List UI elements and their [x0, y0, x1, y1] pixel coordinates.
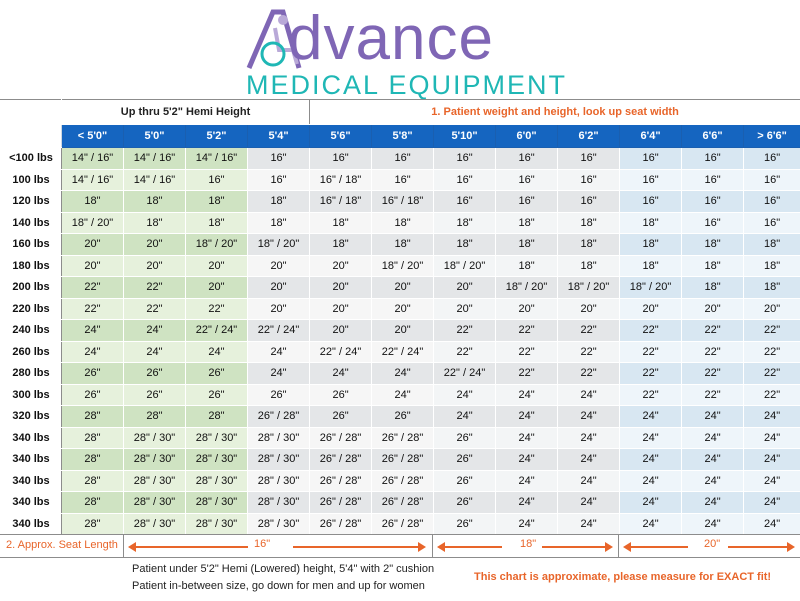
seat-width-cell: 20" [744, 298, 800, 320]
seat-width-cell: 22" / 24" [310, 341, 372, 363]
seat-width-cell: 24" [124, 320, 186, 342]
seat-width-cell: 18" / 20" [186, 234, 248, 256]
seat-width-cell: 26" [310, 406, 372, 428]
seat-width-cell: 18" [496, 255, 558, 277]
seat-width-cell: 28" [62, 427, 124, 449]
seat-width-cell: 28" [62, 470, 124, 492]
weight-row [1, 277, 800, 299]
weight-label: 340 lbs [1, 427, 62, 449]
weight-row [1, 234, 800, 256]
seat-width-cell: 26" / 28" [372, 427, 434, 449]
seat-width-cell: 18" [372, 212, 434, 234]
seat-width-cell: 16" [372, 148, 434, 170]
seat-width-cell: 18" / 20" [620, 277, 682, 299]
seat-width-cell: 18" [620, 212, 682, 234]
seat-divider [618, 535, 619, 557]
seat-width-cell: 18" [558, 255, 620, 277]
seat-width-cell: 24" [496, 513, 558, 535]
seat-width-cell: 26" [310, 384, 372, 406]
logo-subtitle: MEDICAL EQUIPMENT [246, 70, 568, 100]
weight-label: 340 lbs [1, 470, 62, 492]
seat-width-cell: 26" [434, 492, 496, 514]
seat-width-cell: 28" / 30" [248, 449, 310, 471]
seat-width-cell: 24" [744, 470, 800, 492]
seat-width-cell: 16" [682, 148, 744, 170]
seat-width-cell: 24" [558, 406, 620, 428]
weight-row [1, 406, 800, 428]
seat-width-cell: 18" / 20" [372, 255, 434, 277]
seat-width-cell: 18" [186, 212, 248, 234]
seat-width-cell: 22" [496, 341, 558, 363]
seat-width-cell: 24" [310, 363, 372, 385]
seat-width-cell: 24" [558, 427, 620, 449]
seat-width-cell: 16" [620, 169, 682, 191]
seat-width-cell: 20" [496, 298, 558, 320]
seat-width-cell: 24" [496, 384, 558, 406]
seat-width-cell: 18" [620, 234, 682, 256]
seat-width-cell: 24" [496, 449, 558, 471]
chart-body [1, 148, 800, 535]
weight-label: 320 lbs [1, 406, 62, 428]
seat-width-cell: 26" [62, 384, 124, 406]
seat-width-cell: 28" / 30" [186, 427, 248, 449]
section-header-row [1, 100, 800, 125]
seat-width-cell: 22" [744, 320, 800, 342]
height-header-cell: 6'6" [682, 125, 744, 148]
seat-width-cell: 24" [62, 341, 124, 363]
seat-width-cell: 20" [124, 234, 186, 256]
seat-width-cell: 26" / 28" [310, 513, 372, 535]
height-header-cell: 5'6" [310, 125, 372, 148]
seat-width-cell: 24" [620, 492, 682, 514]
seat-width-cell: 22" [558, 320, 620, 342]
seat-width-cell: 24" [496, 406, 558, 428]
seat-width-cell: 26" / 28" [310, 449, 372, 471]
seat-width-cell: 16" [620, 148, 682, 170]
seat-width-cell: 22" [620, 384, 682, 406]
seat-width-cell: 24" [248, 363, 310, 385]
seat-width-cell: 22" [682, 363, 744, 385]
seat-width-cell: 18" [124, 191, 186, 213]
seat-width-cell: 28" / 30" [248, 427, 310, 449]
seat-width-cell: 28" [62, 492, 124, 514]
weight-row [1, 212, 800, 234]
seat-width-cell: 14" / 16" [62, 169, 124, 191]
height-header-row [1, 125, 800, 148]
seat-width-cell: 18" [744, 277, 800, 299]
seat-width-cell: 16" [434, 191, 496, 213]
seat-width-cell: 28" / 30" [186, 492, 248, 514]
seat-width-cell: 18" [620, 255, 682, 277]
seat-width-cell: 18" [434, 212, 496, 234]
seat-width-cell: 18" / 20" [558, 277, 620, 299]
weight-label: 240 lbs [1, 320, 62, 342]
seat-width-cell: 26" / 28" [372, 492, 434, 514]
weight-row [1, 470, 800, 492]
seat-width-cell: 20" [620, 298, 682, 320]
seat-width-cell: 28" [62, 406, 124, 428]
hemi-height-header: Up thru 5'2" Hemi Height [62, 100, 310, 125]
seat-width-cell: 18" / 20" [496, 277, 558, 299]
seat-width-cell: 24" [620, 406, 682, 428]
seat-width-cell: 24" [682, 427, 744, 449]
seat-width-cell: 18" / 20" [248, 234, 310, 256]
seat-arrow-short [128, 541, 426, 553]
seat-width-cell: 28" / 30" [124, 449, 186, 471]
seat-width-cell: 18" [434, 234, 496, 256]
seat-width-cell: 22" / 24" [372, 341, 434, 363]
seat-width-cell: 16" [434, 169, 496, 191]
seat-width-cell: 26" / 28" [372, 449, 434, 471]
seat-width-cell: 16" [744, 148, 800, 170]
seat-width-cell: 28" / 30" [186, 449, 248, 471]
weight-label: 340 lbs [1, 449, 62, 471]
height-header-cell: 5'10" [434, 125, 496, 148]
seat-divider [432, 535, 433, 557]
seat-width-cell: 22" [744, 384, 800, 406]
weight-label: 120 lbs [1, 191, 62, 213]
seat-width-cell: 22" [744, 341, 800, 363]
weight-row [1, 148, 800, 170]
seat-width-cell: 16" [558, 148, 620, 170]
seat-width-cell: 20" [372, 277, 434, 299]
seat-width-cell: 28" / 30" [248, 492, 310, 514]
seat-width-cell: 24" [682, 406, 744, 428]
seat-width-cell: 26" [186, 363, 248, 385]
seat-width-cell: 16" [496, 148, 558, 170]
seat-width-cell: 24" [434, 384, 496, 406]
seat-width-cell: 18" [744, 255, 800, 277]
instruction-header: 1. Patient weight and height, look up seat width [310, 100, 800, 125]
seat-width-chart [0, 99, 800, 535]
seat-width-cell: 18" [310, 234, 372, 256]
seat-width-cell: 16" [496, 191, 558, 213]
seat-width-cell: 24" [496, 492, 558, 514]
seat-width-cell: 18" [496, 234, 558, 256]
weight-row [1, 513, 800, 535]
seat-width-cell: 20" [62, 255, 124, 277]
seat-width-cell: 26" [434, 470, 496, 492]
seat-width-cell: 16" [682, 169, 744, 191]
seat-width-cell: 22" [434, 341, 496, 363]
seat-width-cell: 20" [62, 234, 124, 256]
seat-width-cell: 22" [62, 298, 124, 320]
seat-width-cell: 24" [744, 492, 800, 514]
seat-width-cell: 20" [682, 298, 744, 320]
weight-row [1, 427, 800, 449]
seat-width-cell: 24" [496, 470, 558, 492]
seat-width-cell: 26" [186, 384, 248, 406]
seat-width-cell: 28" [62, 449, 124, 471]
seat-width-cell: 16" [434, 148, 496, 170]
seat-width-cell: 26" [248, 384, 310, 406]
seat-width-cell: 26" [434, 449, 496, 471]
seat-width-cell: 16" [372, 169, 434, 191]
seat-width-cell: 28" / 30" [124, 492, 186, 514]
seat-width-cell: 20" [434, 277, 496, 299]
seat-width-cell: 24" [248, 341, 310, 363]
seat-width-cell: 18" [682, 234, 744, 256]
seat-width-cell: 14" / 16" [62, 148, 124, 170]
seat-width-cell: 24" [558, 384, 620, 406]
seat-width-cell: 20" [372, 298, 434, 320]
weight-row [1, 255, 800, 277]
seat-width-cell: 24" [620, 427, 682, 449]
seat-width-cell: 16" [496, 169, 558, 191]
seat-divider [123, 535, 124, 557]
seat-width-cell: 24" [682, 513, 744, 535]
weight-label: 200 lbs [1, 277, 62, 299]
seat-width-cell: 22" [744, 363, 800, 385]
seat-width-cell: 20" [248, 298, 310, 320]
seat-width-cell: 16" [558, 169, 620, 191]
weight-row [1, 363, 800, 385]
seat-width-cell: 20" [248, 255, 310, 277]
seat-width-cell: 18" [248, 212, 310, 234]
seat-width-cell: 28" / 30" [248, 470, 310, 492]
seat-width-cell: 24" [558, 492, 620, 514]
corner-cell [1, 125, 62, 148]
seat-width-cell: 20" [310, 298, 372, 320]
seat-width-cell: 24" [434, 406, 496, 428]
seat-width-cell: 26" [124, 363, 186, 385]
height-header-cell: 6'2" [558, 125, 620, 148]
seat-width-cell: 26" [372, 406, 434, 428]
height-header-cell: 5'2" [186, 125, 248, 148]
seat-width-cell: 16" [186, 169, 248, 191]
height-header-cell: > 6'6" [744, 125, 800, 148]
seat-length-long: 20" [704, 538, 721, 550]
height-header-cell: 5'8" [372, 125, 434, 148]
seat-width-cell: 24" [372, 384, 434, 406]
weight-row [1, 298, 800, 320]
seat-width-cell: 24" [62, 320, 124, 342]
seat-length-mid: 18" [520, 538, 537, 550]
seat-width-cell: 26" / 28" [372, 470, 434, 492]
seat-width-cell: 28" [124, 406, 186, 428]
seat-width-cell: 22" [62, 277, 124, 299]
logo-wordmark: dvance [288, 4, 494, 73]
seat-width-cell: 24" [620, 470, 682, 492]
seat-width-cell: 24" [744, 449, 800, 471]
weight-label: 300 lbs [1, 384, 62, 406]
weight-row [1, 384, 800, 406]
seat-width-cell: 18" [186, 191, 248, 213]
weight-row [1, 169, 800, 191]
seat-width-cell: 20" [372, 320, 434, 342]
seat-width-cell: 22" [496, 320, 558, 342]
seat-width-cell: 20" [310, 320, 372, 342]
seat-width-cell: 18" [124, 212, 186, 234]
in-between-note: Patient in-between size, go down for men and up for women [132, 580, 425, 592]
seat-width-cell: 22" [558, 341, 620, 363]
seat-width-cell: 26" [434, 427, 496, 449]
weight-row [1, 492, 800, 514]
seat-width-cell: 22" [496, 363, 558, 385]
weight-row [1, 320, 800, 342]
seat-width-cell: 24" [558, 513, 620, 535]
weight-label: 100 lbs [1, 169, 62, 191]
seat-width-cell: 26" / 28" [310, 427, 372, 449]
seat-width-cell: 24" [744, 513, 800, 535]
seat-width-cell: 16" [682, 212, 744, 234]
seat-width-cell: 16" / 18" [310, 169, 372, 191]
weight-row [1, 341, 800, 363]
seat-width-cell: 18" [372, 234, 434, 256]
seat-width-cell: 24" [558, 470, 620, 492]
seat-width-cell: 16" / 18" [310, 191, 372, 213]
seat-width-cell: 26" / 28" [310, 470, 372, 492]
hemi-note: Patient under 5'2" Hemi (Lowered) height, 5'4" with 2" cushion [132, 563, 435, 575]
weight-label: <100 lbs [1, 148, 62, 170]
seat-width-cell: 20" [310, 277, 372, 299]
seat-width-cell: 22" [558, 363, 620, 385]
seat-width-cell: 28" / 30" [124, 470, 186, 492]
seat-width-cell: 22" [186, 298, 248, 320]
seat-width-cell: 22" [620, 363, 682, 385]
weight-label: 340 lbs [1, 492, 62, 514]
seat-width-cell: 24" [620, 449, 682, 471]
seat-width-cell: 24" [744, 427, 800, 449]
seat-width-cell: 22" [682, 341, 744, 363]
seat-width-cell: 16" [682, 191, 744, 213]
seat-width-cell: 16" [248, 169, 310, 191]
seat-width-cell: 18" [310, 212, 372, 234]
seat-width-cell: 26" [434, 513, 496, 535]
seat-width-cell: 28" / 30" [248, 513, 310, 535]
approximate-warning: This chart is approximate, please measure for EXACT fit! [474, 571, 772, 583]
seat-width-cell: 16" [744, 212, 800, 234]
seat-width-cell: 22" / 24" [248, 320, 310, 342]
seat-width-cell: 28" [186, 406, 248, 428]
weight-label: 260 lbs [1, 341, 62, 363]
seat-width-cell: 16" [558, 191, 620, 213]
seat-width-cell: 28" / 30" [124, 513, 186, 535]
seat-width-cell: 24" [186, 341, 248, 363]
seat-width-cell: 20" [558, 298, 620, 320]
weight-label: 180 lbs [1, 255, 62, 277]
seat-width-cell: 22" [434, 320, 496, 342]
seat-width-cell: 16" / 18" [372, 191, 434, 213]
seat-width-cell: 24" [682, 449, 744, 471]
seat-width-cell: 16" [744, 169, 800, 191]
weight-label: 220 lbs [1, 298, 62, 320]
seat-width-cell: 22" [620, 341, 682, 363]
seat-width-cell: 28" / 30" [124, 427, 186, 449]
seat-width-cell: 20" [310, 255, 372, 277]
seat-width-cell: 18" [558, 234, 620, 256]
seat-width-cell: 16" [310, 148, 372, 170]
height-header-cell: 6'4" [620, 125, 682, 148]
seat-width-cell: 18" [558, 212, 620, 234]
seat-width-cell: 20" [124, 255, 186, 277]
seat-width-cell: 28" / 30" [186, 470, 248, 492]
height-header-cell: 5'4" [248, 125, 310, 148]
seat-width-cell: 20" [186, 277, 248, 299]
seat-width-cell: 18" [682, 277, 744, 299]
seat-width-cell: 26" / 28" [372, 513, 434, 535]
seat-width-cell: 14" / 16" [124, 148, 186, 170]
seat-width-cell: 18" [682, 255, 744, 277]
seat-width-cell: 24" [124, 341, 186, 363]
seat-width-cell: 16" [620, 191, 682, 213]
seat-width-cell: 18" [62, 191, 124, 213]
seat-width-cell: 26" [62, 363, 124, 385]
seat-width-cell: 24" [496, 427, 558, 449]
seat-width-cell: 22" [682, 320, 744, 342]
seat-width-cell: 24" [558, 449, 620, 471]
seat-width-cell: 24" [744, 406, 800, 428]
seat-width-cell: 16" [744, 191, 800, 213]
seat-width-cell: 20" [248, 277, 310, 299]
seat-width-cell: 20" [186, 255, 248, 277]
weight-label: 280 lbs [1, 363, 62, 385]
seat-width-cell: 26" [124, 384, 186, 406]
seat-width-cell: 24" [682, 492, 744, 514]
seat-width-cell: 22" [124, 277, 186, 299]
weight-label: 140 lbs [1, 212, 62, 234]
seat-width-cell: 22" / 24" [186, 320, 248, 342]
seat-width-cell: 18" [248, 191, 310, 213]
seat-width-cell: 24" [620, 513, 682, 535]
seat-width-cell: 20" [434, 298, 496, 320]
weight-label: 160 lbs [1, 234, 62, 256]
seat-width-cell: 22" [682, 384, 744, 406]
weight-row [1, 449, 800, 471]
seat-width-cell: 18" / 20" [434, 255, 496, 277]
seat-width-cell: 14" / 16" [186, 148, 248, 170]
seat-width-cell: 28" [62, 513, 124, 535]
weight-row [1, 191, 800, 213]
seat-width-cell: 26" / 28" [248, 406, 310, 428]
height-header-cell: 5'0" [124, 125, 186, 148]
seat-width-cell: 22" [620, 320, 682, 342]
height-header-cell: < 5'0" [62, 125, 124, 148]
seat-width-cell: 26" / 28" [310, 492, 372, 514]
seat-width-cell: 22" [124, 298, 186, 320]
seat-width-cell: 16" [248, 148, 310, 170]
seat-width-cell: 18" / 20" [62, 212, 124, 234]
seat-width-cell: 24" [372, 363, 434, 385]
seat-width-cell: 22" / 24" [434, 363, 496, 385]
seat-width-cell: 18" [496, 212, 558, 234]
height-header-cell: 6'0" [496, 125, 558, 148]
seat-width-cell: 24" [682, 470, 744, 492]
seat-width-cell: 14" / 16" [124, 169, 186, 191]
seat-width-cell: 18" [744, 234, 800, 256]
weight-label: 340 lbs [1, 513, 62, 535]
seat-length-short: 16" [254, 538, 271, 550]
seat-length-row [0, 534, 800, 558]
seat-width-cell: 28" / 30" [186, 513, 248, 535]
brand-logo [0, 0, 800, 100]
seat-length-label: 2. Approx. Seat Length [6, 539, 118, 551]
